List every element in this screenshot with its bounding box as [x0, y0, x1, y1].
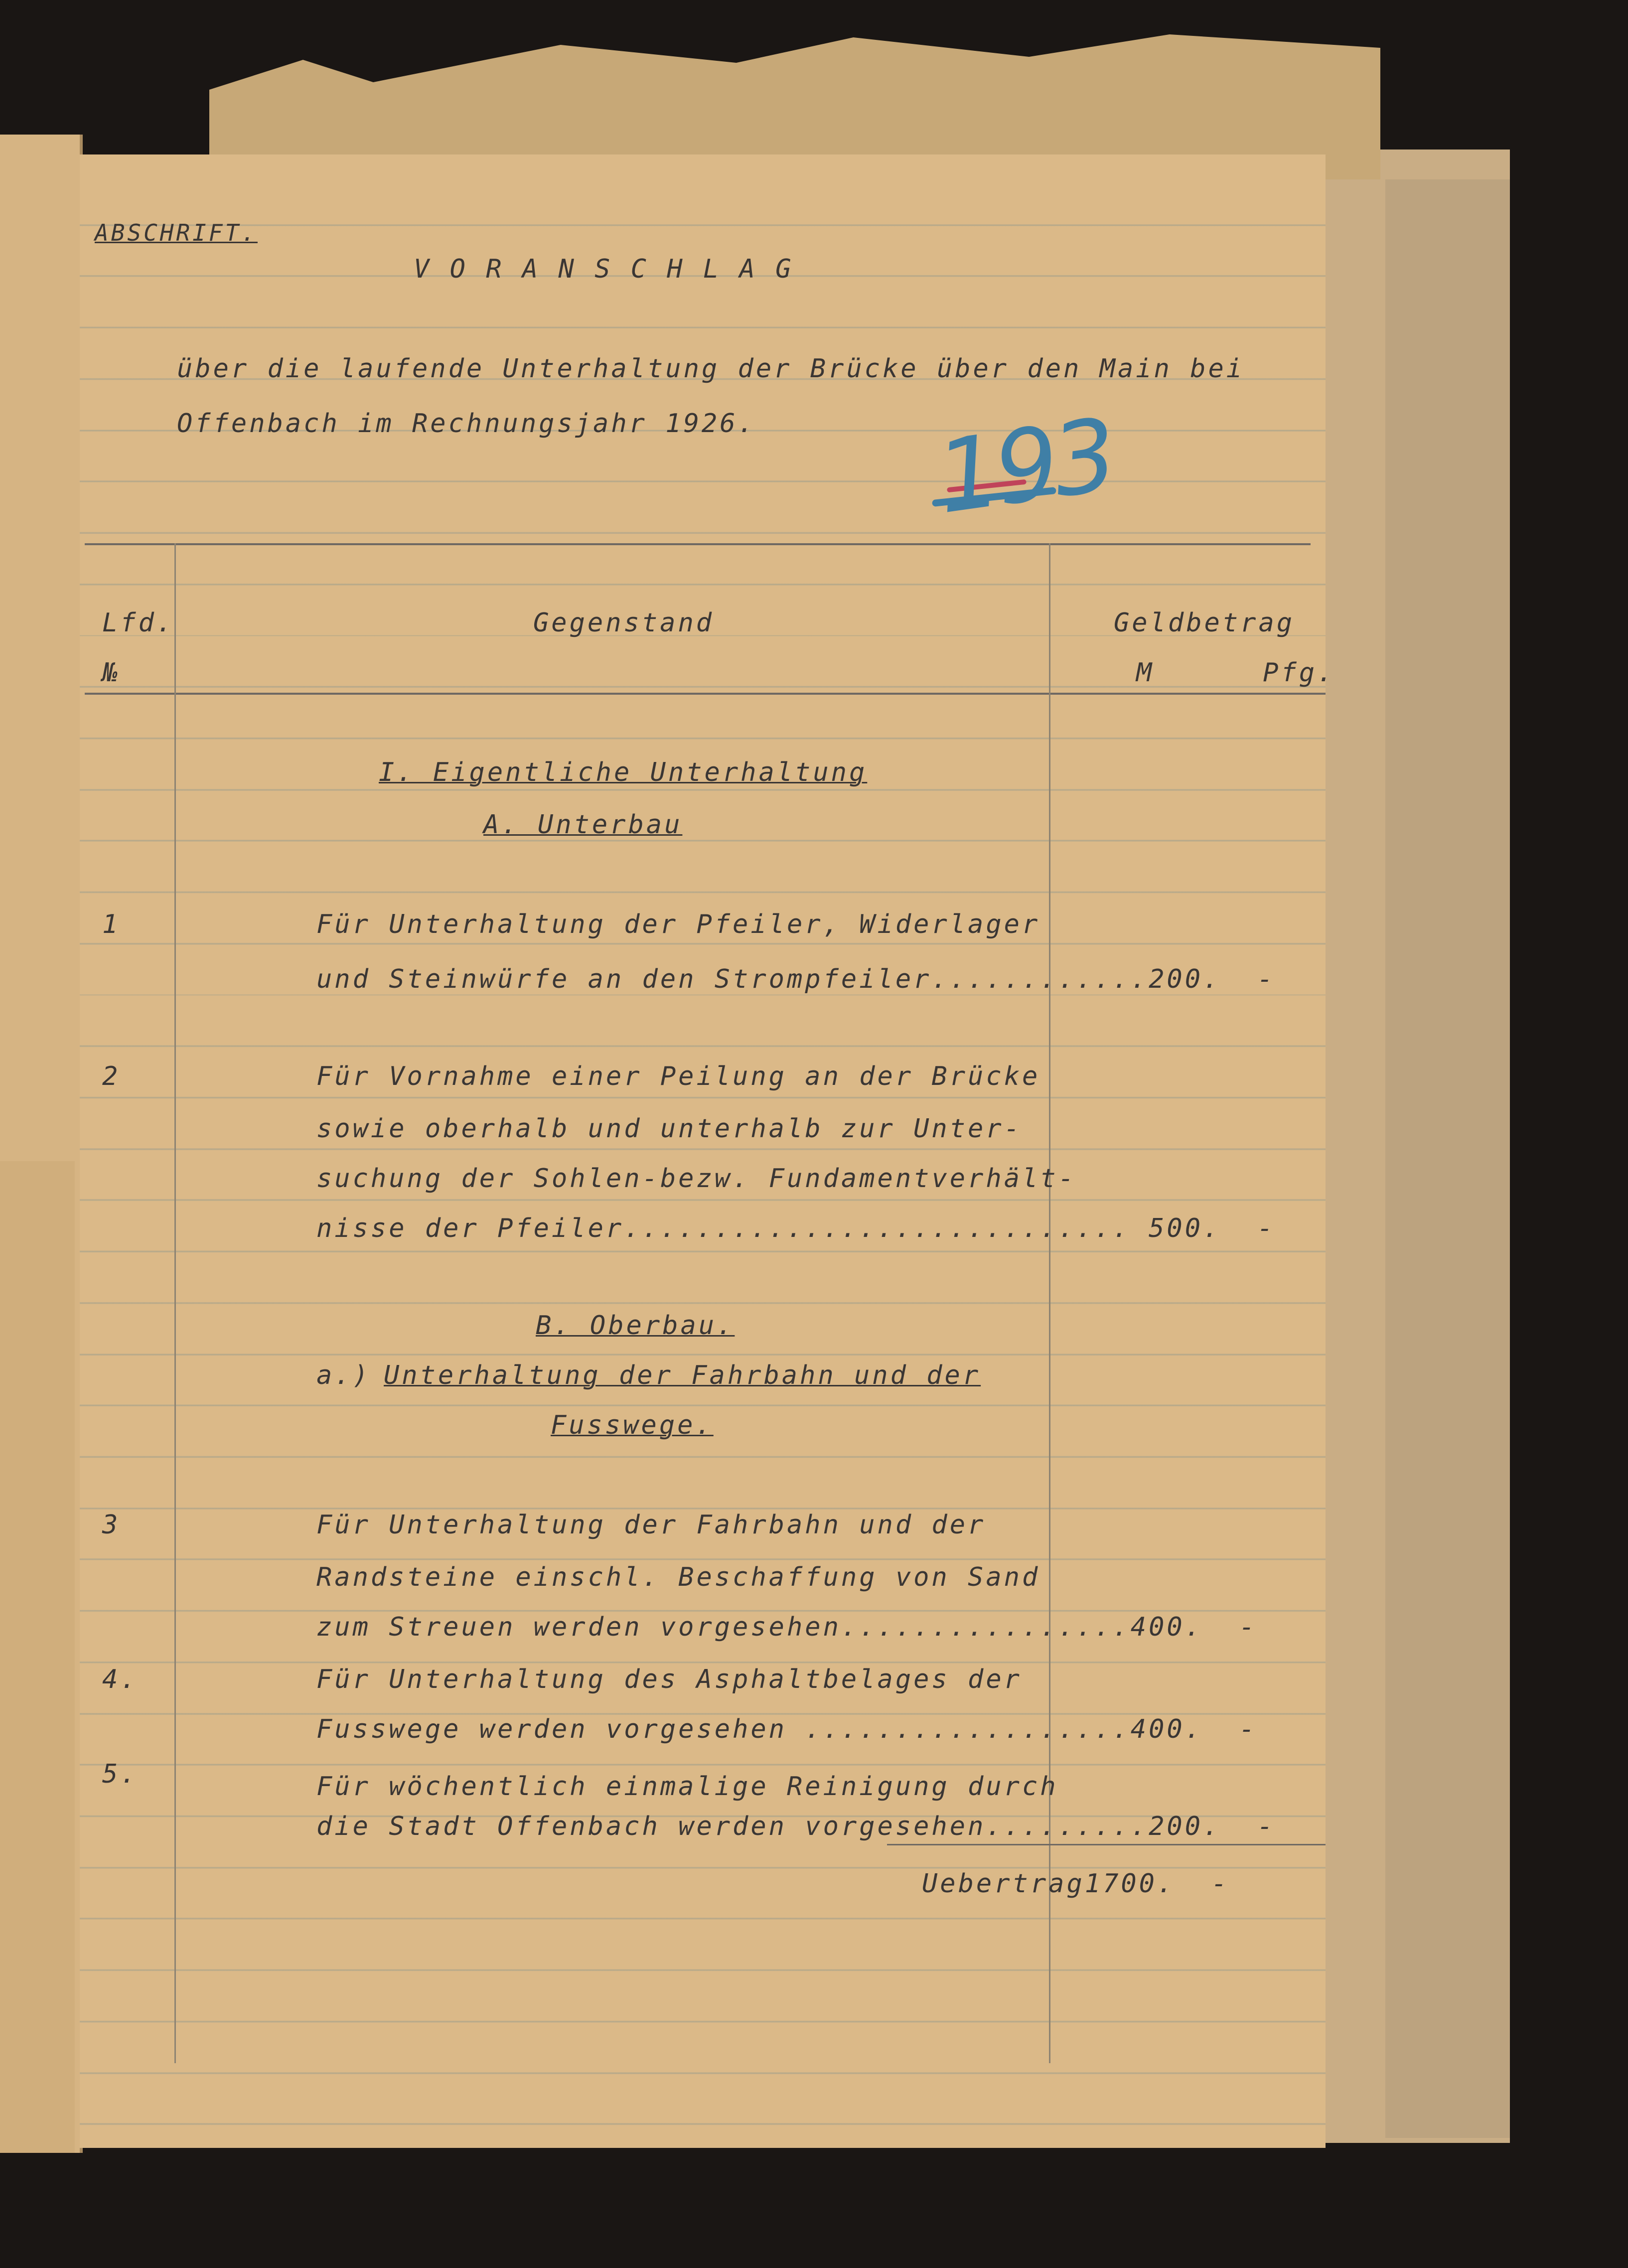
entry-3-line-1: Für Unterhaltung der Fahrbahn und der	[316, 1510, 986, 1540]
entry-1-line-2: und Steinwürfe an den Strompfeiler............200. -	[316, 964, 1276, 994]
table-top-rule	[85, 543, 1311, 545]
entry-2-line-3: suchung der Sohlen-bezw. Fundamentverhält-	[316, 1164, 1076, 1194]
entry-2-line-2: sowie oberhalb und unterhalb zur Unter-	[316, 1114, 1022, 1144]
sum-rule	[887, 1844, 1326, 1845]
entry-5-line-1: Für wöchentlich einmalige Reinigung durch	[316, 1772, 1058, 1802]
section-sub-b: B. Oberbau.	[536, 1311, 735, 1341]
entry-1-line-1: Für Unterhaltung der Pfeiler, Widerlager	[316, 909, 1040, 939]
entry-4-line-1: Für Unterhaltung des Asphaltbelages der	[316, 1664, 1022, 1694]
copy-label: ABSCHRIFT.	[95, 219, 258, 246]
paper-stack-inner	[1385, 179, 1510, 2138]
entry-2-line-1: Für Vornahme einer Peilung an der Brücke	[316, 1061, 1040, 1091]
col-header-no-sub: №	[102, 658, 121, 688]
section-sub-a: A. Unterbau	[483, 810, 683, 840]
section-sub-b-a-line-2: Fusswege.	[551, 1410, 714, 1440]
table-header-rule	[85, 693, 1326, 695]
carry-over: Uebertrag1700. -	[922, 1869, 1230, 1899]
col-header-item: Gegenstand	[533, 608, 715, 638]
entry-2-no: 2	[102, 1061, 121, 1091]
intro-line-1: über die laufende Unterhaltung der Brücke über den Main bei	[177, 354, 1245, 384]
document-page	[80, 154, 1335, 2148]
entry-5-line-2: die Stadt Offenbach werden vorgesehen.........200. -	[316, 1812, 1276, 1841]
section-sub-b-a-line-1: Unterhaltung der Fahrbahn und der	[384, 1361, 981, 1390]
entry-3-line-2: Randsteine einschl. Beschaffung von Sand	[316, 1562, 1040, 1592]
document-title: V O R A N S C H L A G	[414, 254, 794, 284]
section-sub-b-a-prefix: a.)	[316, 1361, 371, 1390]
entry-3-line-3: zum Streuen werden vorgesehen................400. -	[316, 1612, 1257, 1642]
entry-4-line-2: Fusswege werden vorgesehen ..................400. -	[316, 1714, 1257, 1744]
column-divider-1	[174, 543, 176, 2063]
section-main: I. Eigentliche Unterhaltung	[379, 757, 868, 787]
intro-line-2: Offenbach im Rechnungsjahr 1926.	[177, 409, 756, 439]
entry-2-line-4: nisse der Pfeiler............................ 500. -	[316, 1213, 1276, 1243]
entry-1-no: 1	[102, 909, 121, 939]
entry-3-no: 3	[102, 1510, 121, 1540]
entry-4-no: 4.	[102, 1664, 139, 1694]
left-facing-page-lower	[0, 1161, 75, 2153]
col-header-amount: Geldbetrag	[1114, 608, 1295, 638]
entry-5-no: 5.	[102, 1759, 139, 1789]
col-header-currency: M Pfg.	[1136, 658, 1335, 688]
col-header-no: Lfd.	[102, 608, 175, 638]
folio-number: 193	[929, 397, 1120, 537]
